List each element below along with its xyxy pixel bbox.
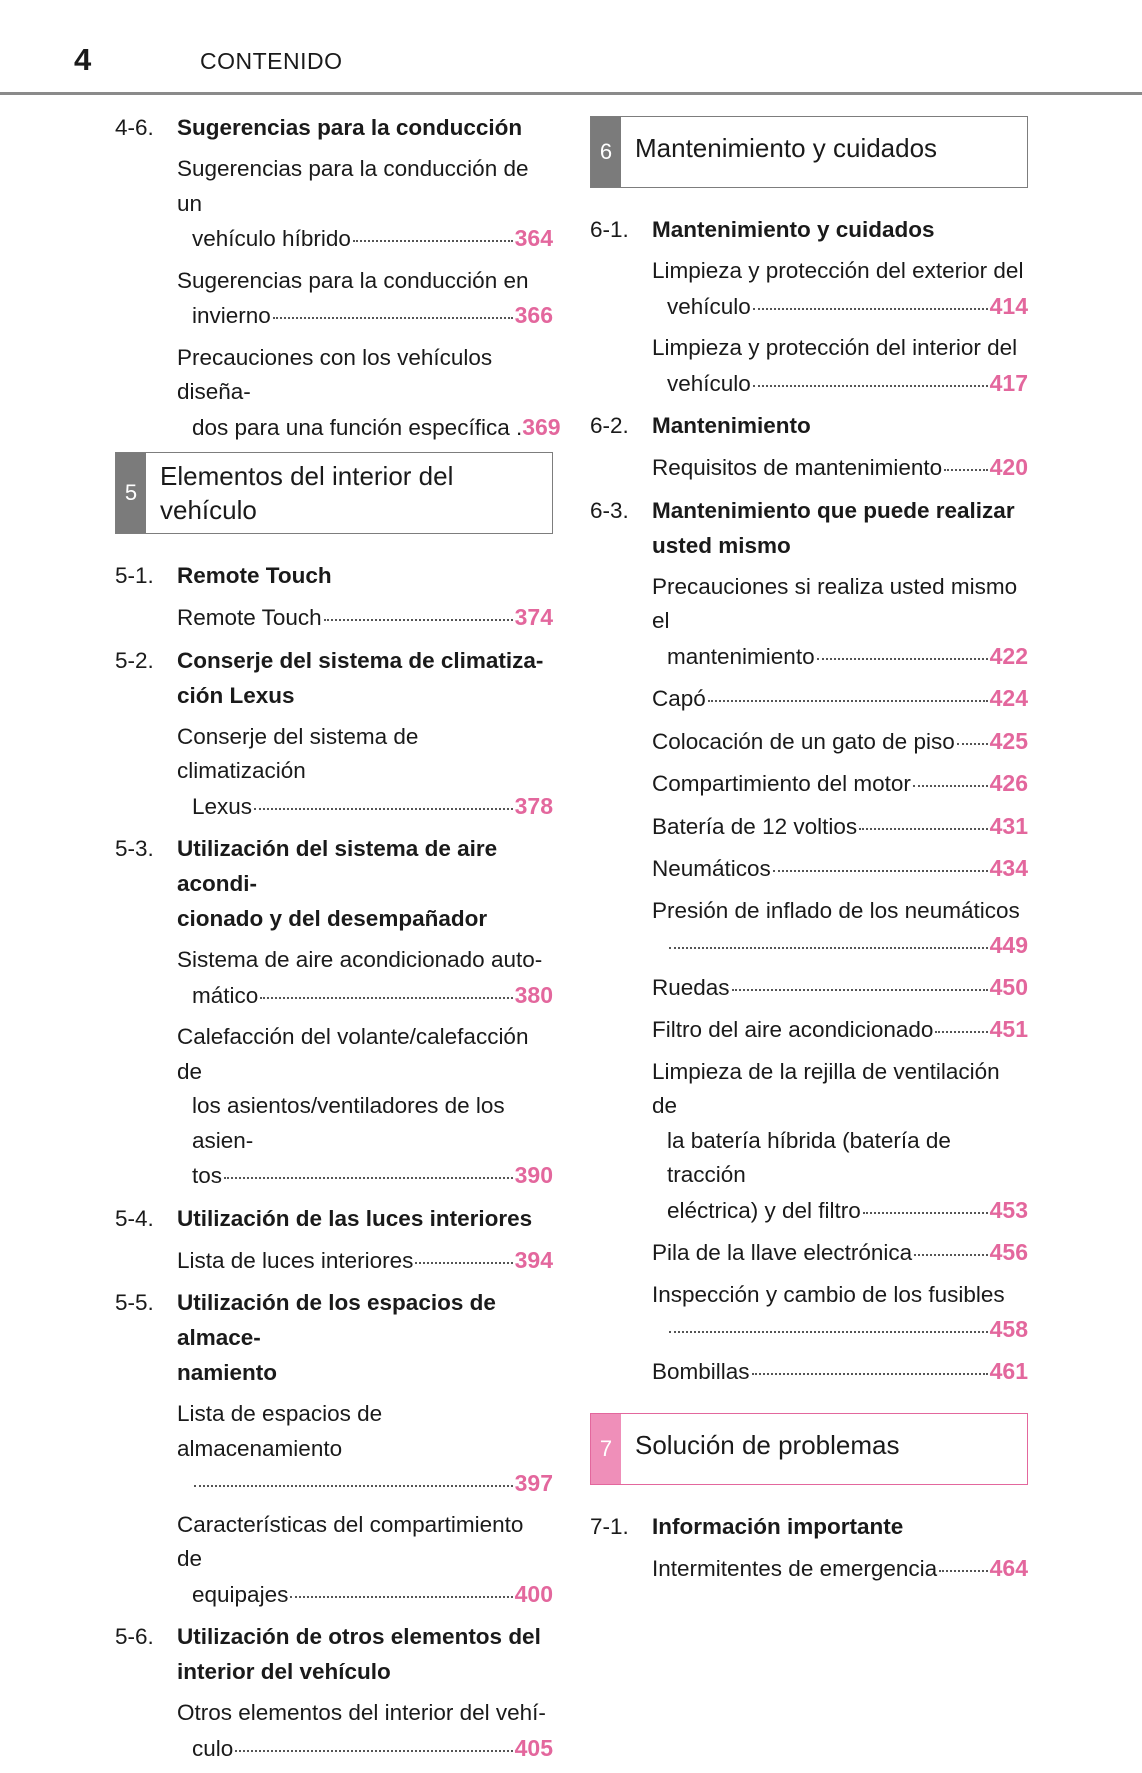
header-title: CONTENIDO xyxy=(200,48,343,74)
chapter-number-tab: 7 xyxy=(591,1414,621,1484)
entry-text: Compartimiento del motor xyxy=(652,771,911,796)
section-title-line: cionado y del desempañador xyxy=(177,906,488,931)
dot-leader xyxy=(224,1177,513,1179)
toc-entry[interactable] xyxy=(177,1020,553,1194)
toc-entry[interactable] xyxy=(652,809,1028,845)
section-number: 5-4. xyxy=(115,1205,154,1231)
chapter-banner-7[interactable] xyxy=(590,1413,1028,1485)
toc-entry[interactable] xyxy=(652,894,1028,963)
entry-text: Neumáticos xyxy=(652,856,771,881)
section-title-line: ción Lexus xyxy=(177,682,295,708)
page-ref[interactable]: 364 xyxy=(514,225,553,251)
page-ref[interactable]: 464 xyxy=(989,1555,1028,1581)
page-ref[interactable]: 422 xyxy=(989,642,1028,669)
entry-text: la batería híbrida (batería de tracción xyxy=(667,1127,951,1187)
toc-entry[interactable] xyxy=(177,600,553,636)
page-ref[interactable]: 400 xyxy=(514,1580,553,1607)
dot-leader xyxy=(273,317,513,319)
entry-text: Conserje del sistema de climatización xyxy=(177,723,419,783)
section-title-line: Utilización de los espacios de almace- xyxy=(177,1290,496,1350)
section-number: 5-1. xyxy=(115,563,154,588)
section-number: 4-6. xyxy=(115,115,154,140)
entry-text: Lexus xyxy=(192,793,253,819)
toc-entry[interactable] xyxy=(652,1551,1028,1587)
section-title xyxy=(652,493,1028,563)
page-ref[interactable]: 434 xyxy=(989,855,1028,881)
toc-entry[interactable] xyxy=(652,254,1028,324)
toc-entry[interactable] xyxy=(177,264,553,334)
entry-text: Colocación de un gato de piso xyxy=(652,728,955,754)
entry-text: Sugerencias para la conducción en xyxy=(177,267,529,293)
dot-leader xyxy=(863,1212,988,1214)
page-ref[interactable]: 449 xyxy=(989,932,1028,958)
toc-section-5-5[interactable] xyxy=(115,1285,553,1390)
page-ref[interactable]: 394 xyxy=(514,1246,553,1273)
section-title: Mantenimiento xyxy=(652,413,811,438)
toc-entry[interactable] xyxy=(652,1354,1028,1390)
toc-section-6-3[interactable] xyxy=(590,493,1028,563)
entry-text: Remote Touch xyxy=(177,605,322,630)
dot-leader xyxy=(859,828,987,830)
entry-text: los asientos/ventiladores de los asien- xyxy=(192,1093,505,1153)
entry-text: culo xyxy=(192,1735,234,1761)
toc-entry[interactable] xyxy=(177,1696,553,1766)
section-number: 6-1. xyxy=(590,217,629,242)
page-ref[interactable]: 390 xyxy=(514,1162,553,1188)
dot-leader xyxy=(708,700,988,702)
page-ref[interactable]: 369 xyxy=(522,413,561,440)
toc-right-column xyxy=(590,110,1028,1594)
entry-text: Limpieza y protección del interior del xyxy=(652,335,1018,360)
entry-text: Filtro del aire acondicionado xyxy=(652,1017,934,1042)
chapter-title-line: Elementos del interior del xyxy=(160,461,454,491)
section-number: 5-6. xyxy=(115,1624,154,1649)
entry-text: Precauciones con los vehículos diseña- xyxy=(177,344,493,404)
page-ref[interactable]: 453 xyxy=(989,1196,1028,1223)
entry-text: Sistema de aire acondicionado auto- xyxy=(177,947,543,972)
entry-text: Inspección y cambio de los fusibles xyxy=(652,1281,1005,1307)
page-ref[interactable]: 461 xyxy=(989,1357,1028,1384)
toc-section-5-4[interactable] xyxy=(115,1201,553,1236)
entry-text: Sugerencias para la conducción de un xyxy=(177,156,529,216)
entry-text: Limpieza de la rejilla de ventilación de xyxy=(652,1058,1000,1118)
entry-text: Presión de inflado de los neumáticos xyxy=(652,897,1020,923)
toc-section-7-1[interactable] xyxy=(590,1509,1028,1544)
page-ref[interactable]: 426 xyxy=(989,770,1028,796)
section-title xyxy=(177,1285,553,1390)
section-title-line: usted mismo xyxy=(652,532,791,558)
dot-leader xyxy=(944,469,987,471)
section-title-line: Utilización del sistema de aire acondi- xyxy=(177,836,498,896)
toc-section-6-1[interactable] xyxy=(590,212,1028,247)
dot-leader xyxy=(913,785,988,787)
section-title xyxy=(177,1619,553,1689)
toc-left-column xyxy=(115,110,561,1773)
entry-text: mático xyxy=(192,982,259,1008)
chapter-title xyxy=(621,117,1027,187)
section-number: 5-2. xyxy=(115,647,154,673)
toc-entry[interactable] xyxy=(652,851,1028,887)
section-title-line: Utilización de otros elementos del xyxy=(177,1624,541,1649)
page-ref[interactable]: 417 xyxy=(989,369,1028,396)
entry-text: Intermitentes de emergencia xyxy=(652,1556,938,1581)
toc-entry[interactable] xyxy=(652,1012,1028,1048)
entry-text: tos xyxy=(192,1163,223,1188)
toc-entry[interactable] xyxy=(177,1508,553,1613)
toc-section-6-2[interactable] xyxy=(590,408,1028,443)
dot-leader xyxy=(773,870,988,872)
chapter-title xyxy=(621,1414,1027,1484)
entry-text: Lista de luces interiores xyxy=(177,1247,414,1273)
entry-text: Calefacción del volante/calefacción de xyxy=(177,1024,529,1084)
chapter-title-line: vehículo xyxy=(160,495,257,525)
section-title-line: namiento xyxy=(177,1360,278,1385)
page-ref[interactable]: 366 xyxy=(514,302,553,328)
dot-leader xyxy=(752,1373,988,1375)
section-number: 6-3. xyxy=(590,497,629,523)
entry-text: Lista de espacios de almacenamiento xyxy=(177,1401,383,1461)
toc-entry[interactable] xyxy=(652,450,1028,486)
entry-text: Características del compartimiento de xyxy=(177,1511,524,1571)
dot-leader xyxy=(194,1485,513,1487)
section-title: Utilización de las luces interiores xyxy=(177,1205,533,1231)
entry-text: invierno xyxy=(192,303,271,328)
dot-leader xyxy=(415,1262,512,1264)
page-ref[interactable]: 380 xyxy=(514,981,553,1008)
toc-entry[interactable] xyxy=(177,341,561,446)
dot-leader xyxy=(669,1331,988,1333)
toc-entry[interactable] xyxy=(177,943,553,1013)
section-title-line: Mantenimiento que puede realizar xyxy=(652,497,1015,523)
entry-text: Precauciones si realiza usted mismo el xyxy=(652,573,1018,633)
toc-section-5-2[interactable] xyxy=(115,643,553,713)
page-ref[interactable]: 397 xyxy=(514,1470,553,1496)
toc-entry[interactable] xyxy=(652,1278,1028,1347)
entry-text: Capó xyxy=(652,686,706,711)
entry-text: Batería de 12 voltios xyxy=(652,813,858,839)
entry-text: dos para una función específica . xyxy=(192,414,523,440)
page-ref[interactable]: 414 xyxy=(989,292,1028,319)
toc-entry[interactable] xyxy=(652,570,1028,675)
entry-text: vehículo xyxy=(667,293,751,319)
dot-leader xyxy=(753,385,988,387)
toc-entry[interactable] xyxy=(177,1397,553,1501)
dot-leader xyxy=(353,240,513,242)
dot-leader xyxy=(914,1254,987,1256)
entry-text: equipajes xyxy=(192,1581,289,1607)
toc-entry[interactable] xyxy=(652,1055,1028,1229)
chapter-title-line: Mantenimiento y cuidados xyxy=(635,133,938,163)
dot-leader xyxy=(817,658,988,660)
dot-leader xyxy=(935,1031,987,1033)
dot-leader xyxy=(260,997,512,999)
page-ref[interactable]: 450 xyxy=(989,973,1028,1000)
entry-text: Bombillas xyxy=(652,1358,750,1384)
toc-entry[interactable] xyxy=(652,766,1028,802)
dot-leader xyxy=(957,743,988,745)
page-ref[interactable]: 424 xyxy=(989,685,1028,711)
page-ref[interactable]: 458 xyxy=(989,1316,1028,1342)
section-title: Remote Touch xyxy=(177,563,332,588)
section-title: Mantenimiento y cuidados xyxy=(652,217,935,242)
entry-text: Requisitos de mantenimiento xyxy=(652,455,943,480)
toc-entry[interactable] xyxy=(652,724,1028,760)
toc-entry[interactable] xyxy=(652,681,1028,717)
toc-section-4-6[interactable] xyxy=(115,110,553,145)
chapter-number-tab: 6 xyxy=(591,117,621,187)
page-ref[interactable]: 420 xyxy=(989,454,1028,480)
entry-text: Pila de la llave electrónica xyxy=(652,1240,913,1265)
section-number: 5-5. xyxy=(115,1290,154,1315)
page-ref[interactable]: 378 xyxy=(514,792,553,819)
dot-leader xyxy=(732,989,988,991)
section-title-line: Conserje del sistema de climatiza- xyxy=(177,647,544,673)
chapter-title xyxy=(146,453,552,533)
chapter-banner-6[interactable] xyxy=(590,116,1028,188)
page-ref[interactable]: 456 xyxy=(989,1239,1028,1265)
page-ref[interactable]: 451 xyxy=(989,1016,1028,1042)
entry-text: vehículo xyxy=(667,370,751,396)
toc-entry[interactable] xyxy=(652,331,1028,401)
entry-text: Limpieza y protección del exterior del xyxy=(652,258,1024,283)
section-title xyxy=(177,643,553,713)
chapter-banner-5[interactable] xyxy=(115,452,553,534)
dot-leader xyxy=(235,1750,512,1752)
section-number: 6-2. xyxy=(590,413,629,438)
entry-text: Ruedas xyxy=(652,974,730,1000)
entry-text: eléctrica) y del filtro xyxy=(667,1197,861,1223)
page-ref[interactable]: 405 xyxy=(514,1734,553,1761)
page-ref[interactable]: 425 xyxy=(989,727,1028,754)
toc-section-5-6[interactable] xyxy=(115,1619,553,1689)
entry-text: vehículo híbrido xyxy=(192,226,351,251)
toc-section-5-3[interactable] xyxy=(115,831,553,936)
toc-entry[interactable] xyxy=(177,1243,553,1279)
dot-leader xyxy=(254,808,513,810)
chapter-number-tab: 5 xyxy=(116,453,146,533)
dot-leader xyxy=(669,947,988,949)
section-title xyxy=(177,831,553,936)
toc-entry[interactable] xyxy=(177,720,553,825)
dot-leader xyxy=(939,1570,987,1572)
toc-entry[interactable] xyxy=(652,970,1028,1006)
dot-leader xyxy=(290,1596,512,1598)
chapter-title-line: Solución de problemas xyxy=(635,1430,900,1460)
entry-text: Otros elementos del interior del vehí- xyxy=(177,1700,546,1725)
section-number: 7-1. xyxy=(590,1514,629,1539)
section-title: Información importante xyxy=(652,1514,904,1539)
page-ref[interactable]: 374 xyxy=(514,604,553,630)
section-title-line: interior del vehículo xyxy=(177,1659,391,1684)
section-title: Sugerencias para la conducción xyxy=(177,115,523,140)
section-number: 5-3. xyxy=(115,836,154,861)
dot-leader xyxy=(753,308,988,310)
toc-entry[interactable] xyxy=(177,152,553,257)
header-divider xyxy=(0,92,1142,95)
page-ref[interactable]: 431 xyxy=(989,812,1028,839)
toc-entry[interactable] xyxy=(652,1235,1028,1271)
dot-leader xyxy=(324,619,513,621)
page-number: 4 xyxy=(74,42,92,77)
toc-section-5-1[interactable] xyxy=(115,558,553,593)
entry-text: mantenimiento xyxy=(667,643,815,669)
